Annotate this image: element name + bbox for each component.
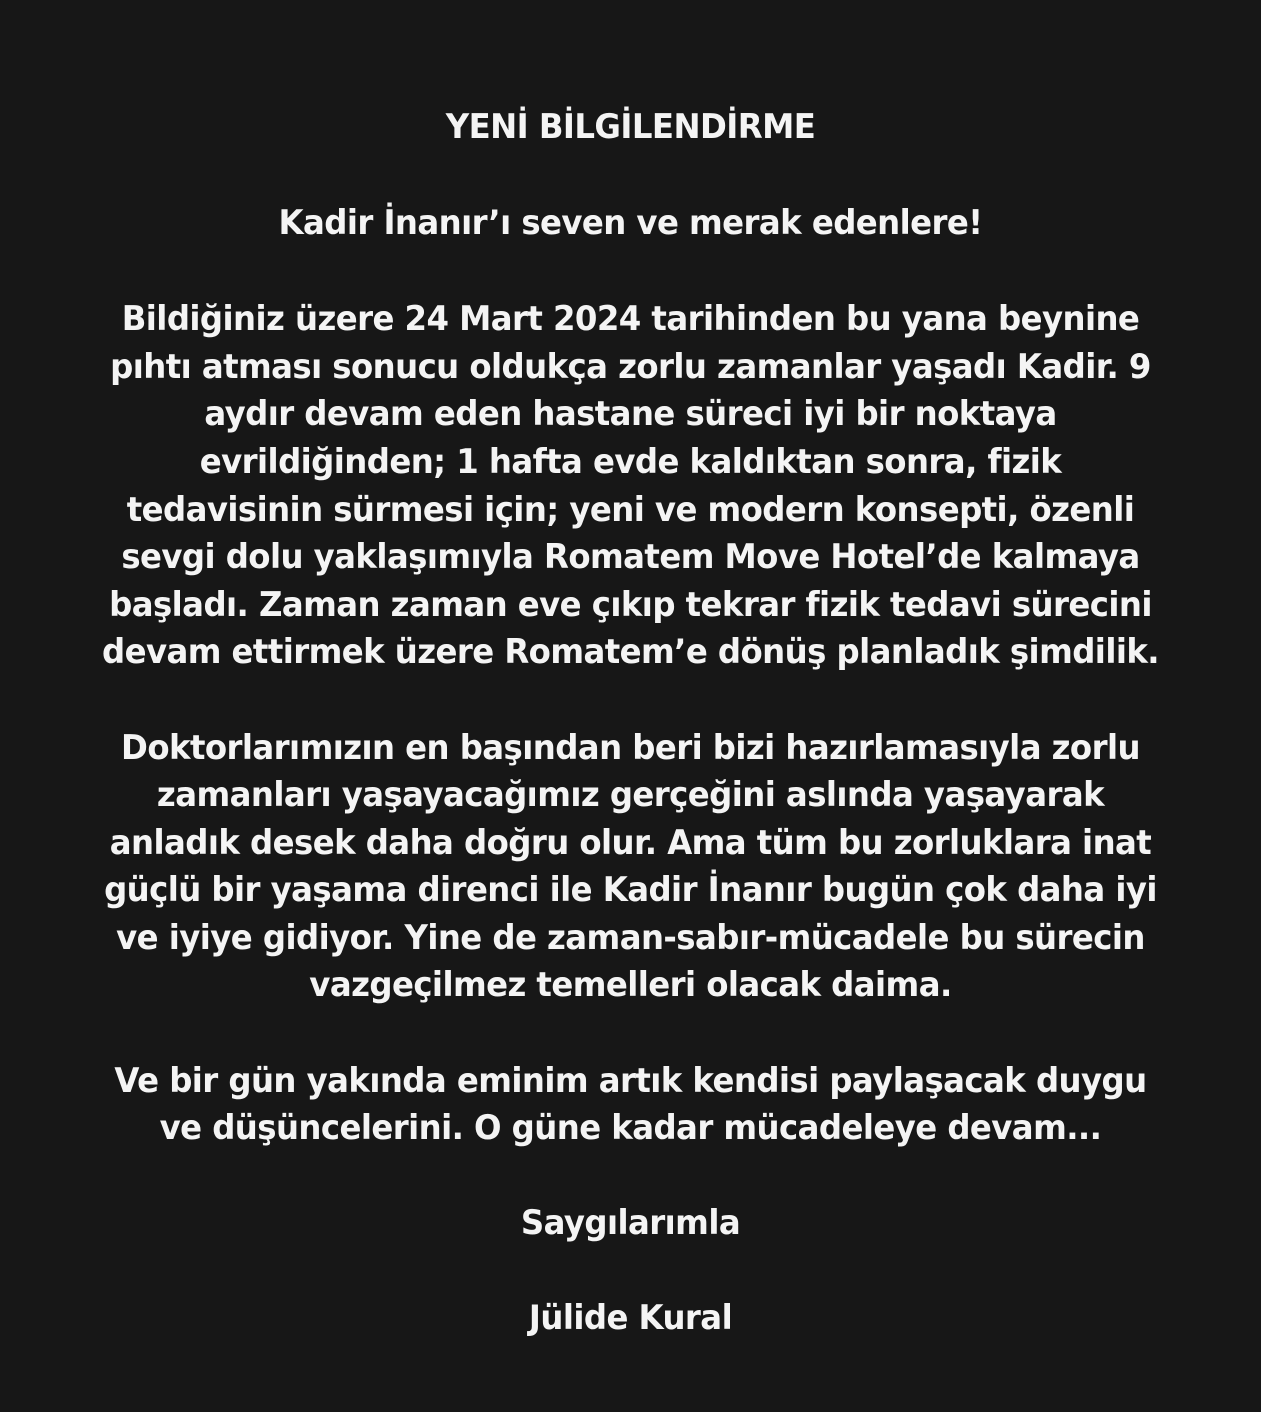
signature-line: Jülide Kural [528, 1298, 733, 1338]
paragraph-line: güçlü bir yaşama direnci ile Kadir İnanır bugün çok daha iyi [104, 870, 1157, 910]
closing-line: Saygılarımla [520, 1203, 741, 1243]
announcement-title: YENİ BİLGİLENDİRME [445, 107, 816, 147]
paragraph-line: pıhtı atması sonucu oldukça zorlu zamanlar yaşadı Kadir. 9 [110, 347, 1151, 387]
greeting-line: Kadir İnanır’ı seven ve merak edenlere! [278, 203, 983, 243]
paragraph-line: evrildiğinden; 1 hafta evde kaldıktan sonra, fizik [199, 442, 1062, 482]
paragraph-line: vazgeçilmez temelleri olacak daima. [309, 965, 952, 1005]
paragraph-line: zamanları yaşayacağımız gerçeğini aslında yaşayarak [156, 775, 1105, 815]
paragraph-line: ve iyiye gidiyor. Yine de zaman-sabır-mücadele bu sürecin [116, 918, 1145, 958]
paragraph-line: başladı. Zaman zaman eve çıkıp tekrar fizik tedavi sürecini [109, 585, 1152, 625]
paragraph-line: Doktorlarımızın en başından beri bizi hazırlamasıyla zorlu [121, 728, 1140, 768]
paragraph-line: anladık desek daha doğru olur. Ama tüm bu zorluklara inat [109, 823, 1152, 863]
paragraph-line: sevgi dolu yaklaşımıyla Romatem Move Hotel’de kalmaya [121, 537, 1140, 577]
paragraph-line: Bildiğiniz üzere 24 Mart 2024 tarihinden bu yana beynine [121, 299, 1140, 339]
paragraph-line: tedavisinin sürmesi için; yeni ve modern konsepti, özenli [126, 490, 1135, 530]
paragraph-line: aydır devam eden hastane süreci iyi bir noktaya [204, 394, 1057, 434]
paragraph-line: ve düşüncelerini. O güne kadar mücadeleye devam... [159, 1108, 1102, 1148]
paragraph-line: Ve bir gün yakında eminim artık kendisi paylaşacak duygu [114, 1061, 1147, 1101]
paragraph-line: devam ettirmek üzere Romatem’e dönüş planladık şimdilik. [101, 632, 1160, 672]
